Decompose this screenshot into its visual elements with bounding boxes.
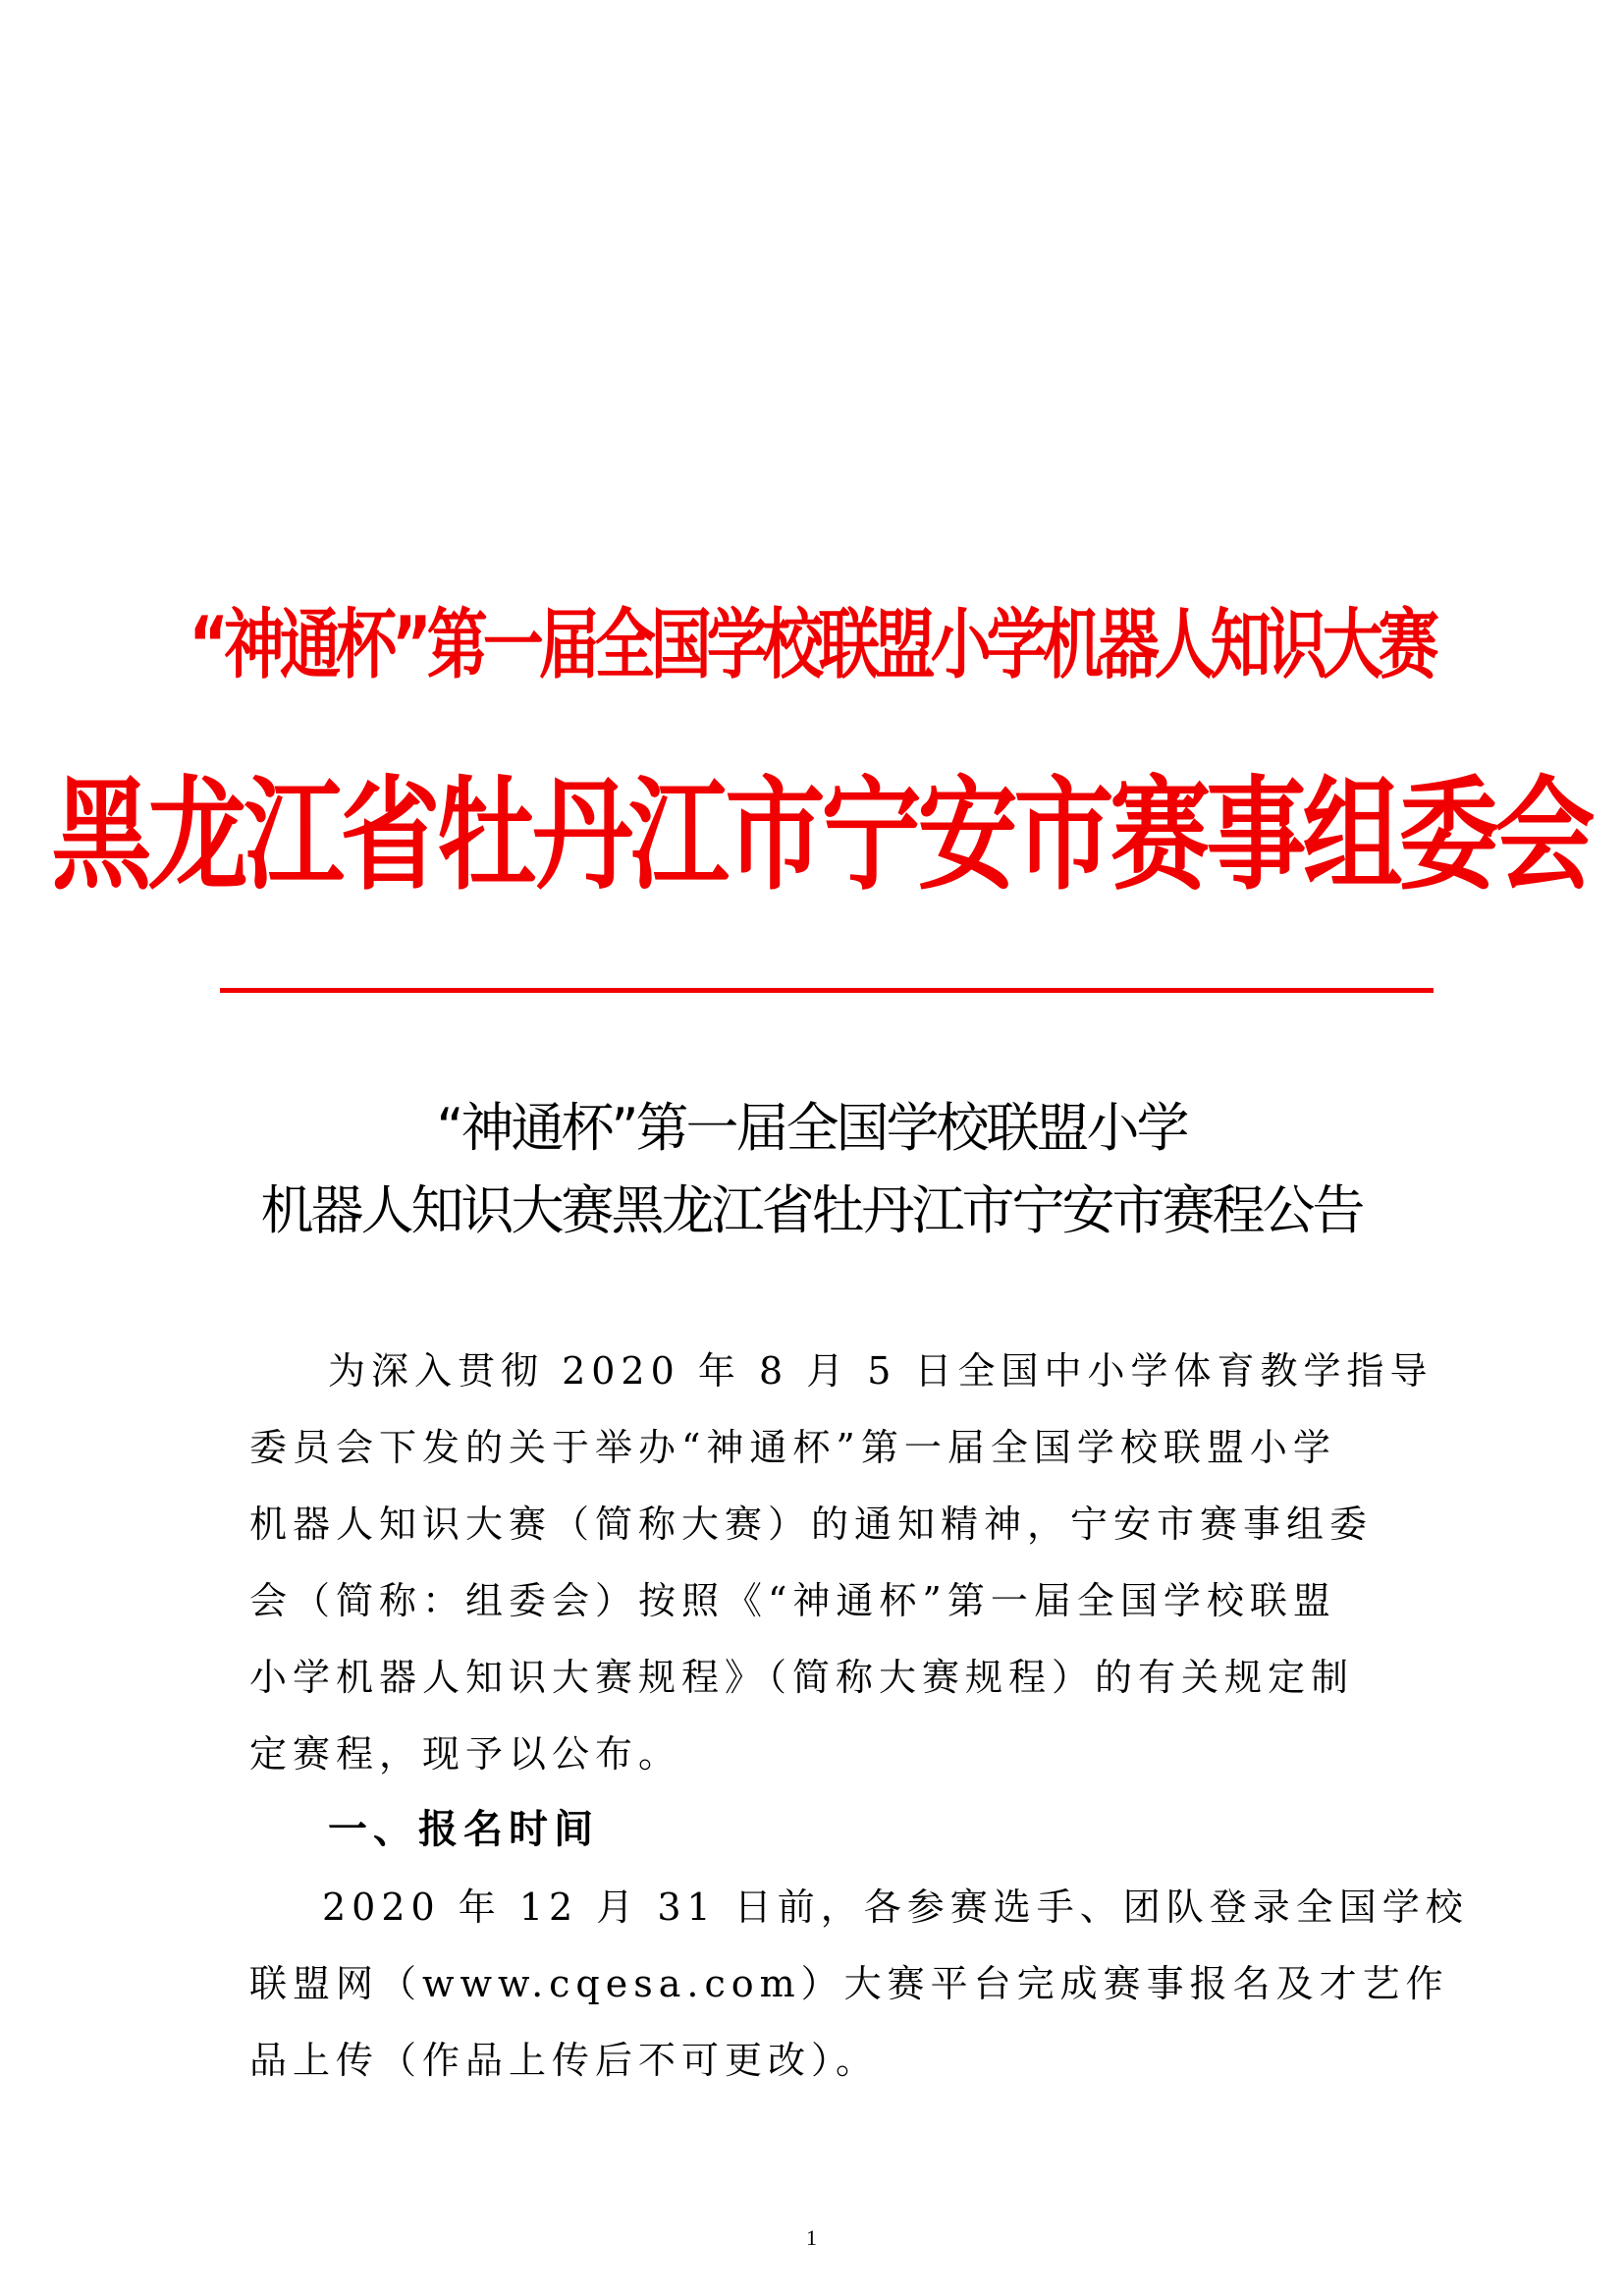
document-title-line-1: “神通杯”第一届全国学校联盟小学	[436, 1097, 1187, 1159]
section-paragraph-line: 2020 年 12 月 31 日前，各参赛选手、团队登录全国学校	[322, 1886, 1469, 1929]
document-title-line-2: 机器人知识大赛黑龙江省牡丹江市宁安市赛程公告	[260, 1179, 1363, 1241]
intro-paragraph-line: 小学机器人知识大赛规程》（简称大赛规程）的有关规定制	[249, 1656, 1355, 1699]
section-paragraph-line: 联盟网（www.cqesa.com）大赛平台完成赛事报名及才艺作	[249, 1962, 1449, 2005]
red-header-committee-name: 黑龙江省牡丹江市宁安市赛事组委会	[51, 765, 1592, 908]
section-heading-registration-time: 一、报名时间	[328, 1806, 599, 1852]
intro-paragraph-line: 委员会下发的关于举办“神通杯”第一届全国学校联盟小学	[249, 1426, 1336, 1469]
intro-paragraph-line: 机器人知识大赛（简称大赛）的通知精神，宁安市赛事组委	[249, 1503, 1374, 1546]
intro-paragraph-line: 定赛程，现予以公布。	[249, 1732, 682, 1776]
intro-paragraph-line: 为深入贯彻 2020 年 8 月 5 日全国中小学体育教学指导	[328, 1349, 1434, 1393]
page-number: 1	[806, 2225, 817, 2250]
section-paragraph-line: 品上传（作品上传后不可更改）。	[249, 2039, 880, 2082]
red-header-contest-name: “神通杯”第一届全国学校联盟小学机器人知识大赛	[189, 599, 1434, 689]
red-divider-line	[220, 988, 1434, 993]
intro-paragraph-line: 会（简称：组委会）按照《“神通杯”第一届全国学校联盟	[249, 1579, 1336, 1622]
